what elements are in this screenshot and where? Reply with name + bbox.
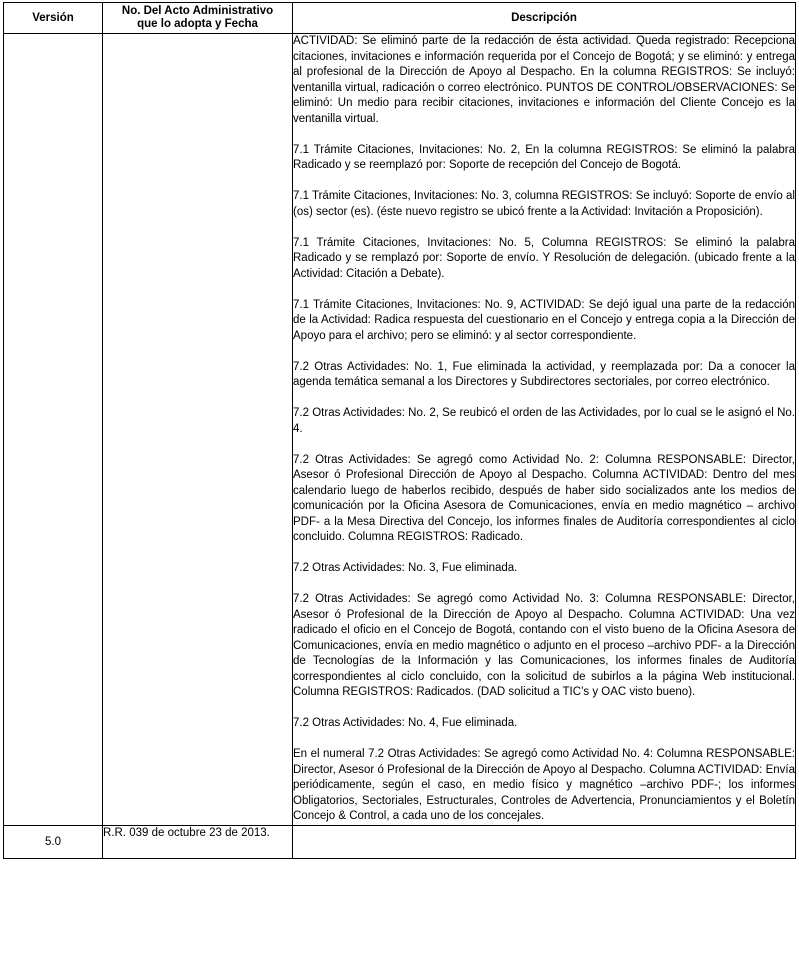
header-description: Descripción <box>293 3 796 34</box>
description-paragraph: 7.1 Trámite Citaciones, Invitaciones: No. 3, columna REGISTROS: Se incluyó: Soporte de envío al (os) sector (es). (éste nuevo registro se ubicó frente a la Actividad: Invitación a Proposición). <box>293 190 795 218</box>
cell-act: R.R. 039 de octubre 23 de 2013. <box>103 825 293 858</box>
header-act <box>103 3 293 34</box>
table-row <box>4 825 796 858</box>
description-paragraph: En el numeral 7.2 Otras Actividades: Se agregó como Actividad No. 4: Columna RESPONSABLE: Director, Asesor ó Profesional de la Dirección de Apoyo al Despacho. Columna ACTIVIDAD: Envía periódicamente, según el caso, en medio físico y magnético –archivo PDF-; los informes Obligatorios, Sectoriales, Estructurales, Controles de Advertencia, Pronunciamientos y el Boletín Concejo & Control, a cada uno de los concejales. <box>293 748 795 822</box>
description-paragraph: ACTIVIDAD: Se eliminó parte de la redacción de ésta actividad. Queda registrado: Recepciona citaciones, invitaciones e información requerida por el Concejo de Bogotá; y se eliminó: y entrega al profesional de la Dirección de Apoyo al Despacho. En la columna REGISTROS: Se incluyó: ventanilla virtual, radicación o correo electrónico. PUNTOS DE CONTROL/OBSERVACIONES: Se eliminó: Un medio para recibir citaciones, invitaciones e información del Cliente Concejo es la ventanilla virtual. <box>293 35 795 125</box>
description-paragraph: 7.2 Otras Actividades: No. 1, Fue eliminada la actividad, y reemplazada por: Da a conocer la agenda temática semanal a los Directores y Subdirectores sectoriales, por correo electrónico. <box>293 360 795 388</box>
version-history-table <box>3 2 796 859</box>
table-row <box>4 34 796 826</box>
cell-version: 5.0 <box>4 825 103 858</box>
description-paragraph: 7.2 Otras Actividades: Se agregó como Actividad No. 3: Columna RESPONSABLE: Director, Asesor ó Profesional de la Dirección de Apoyo al Despacho. Columna ACTIVIDAD: Una vez radicado el oficio en el Concejo de Bogotá, contando con el visto bueno de la Oficina Asesora de Comunicaciones, envía en medio magnético o adjunto en el proceso –archivo PDF- a la Dirección de Tecnologías de la Información y las Comunicaciones, los informes finales de Auditoría correspondientes al ciclo concluido, con la solicitud de subirlos a la página Web institucional. Columna REGISTROS: Radicados. (DAD solicitud a TIC’s y OAC visto bueno). <box>293 593 795 698</box>
cell-description <box>293 825 796 858</box>
header-version: Versión <box>4 3 103 34</box>
table-header-row <box>4 3 796 34</box>
header-act-line1: No. Del Acto Administrativo <box>121 5 274 17</box>
description-paragraph: 7.2 Otras Actividades: No. 2, Se reubicó el orden de las Actividades, por lo cual se le asignó el No. 4. <box>293 407 795 435</box>
description-paragraph: 7.1 Trámite Citaciones, Invitaciones: No. 5, Columna REGISTROS: Se eliminó la palabra Radicado y se remplazó por: Soporte de envío. Y Resolución de delegación. (ubicado frente a la Actividad: Citación a Debate). <box>293 236 795 280</box>
description-paragraph: 7.2 Otras Actividades: No. 3, Fue eliminada. <box>293 562 518 574</box>
description-paragraph: 7.1 Trámite Citaciones, Invitaciones: No. 2, En la columna REGISTROS: Se eliminó la palabra Radicado y se reemplazó por: Soporte de recepción del Concejo de Bogotá. <box>293 143 795 171</box>
description-paragraph: 7.2 Otras Actividades: No. 4, Fue eliminada. <box>293 717 518 729</box>
cell-act <box>103 34 293 826</box>
header-act-line2: que lo adopta y Fecha <box>137 18 258 30</box>
cell-version <box>4 34 103 826</box>
description-paragraph: 7.2 Otras Actividades: Se agregó como Actividad No. 2: Columna RESPONSABLE: Director, Asesor ó Profesional Dirección de Apoyo al Despacho. Columna ACTIVIDAD: Dentro del mes calendario luego de haberlos recibido, después de haber sido socializados ante los medios de comunicación por la Oficina Asesora de Comunicaciones, envía en medio magnético – archivo PDF- a la Mesa Directiva del Concejo, los informes finales de Auditoría correspondientes al ciclo concluido. Columna REGISTROS: Radicado. <box>293 453 795 543</box>
description-paragraph: 7.1 Trámite Citaciones, Invitaciones: No. 9, ACTIVIDAD: Se dejó igual una parte de la redacción de la Actividad: Radica respuesta del cuestionario en el Concejo y entrega copia a la Dirección de Apoyo para el archivo; pero se eliminó: y al sector correspondiente. <box>293 298 795 342</box>
cell-description <box>293 34 796 826</box>
